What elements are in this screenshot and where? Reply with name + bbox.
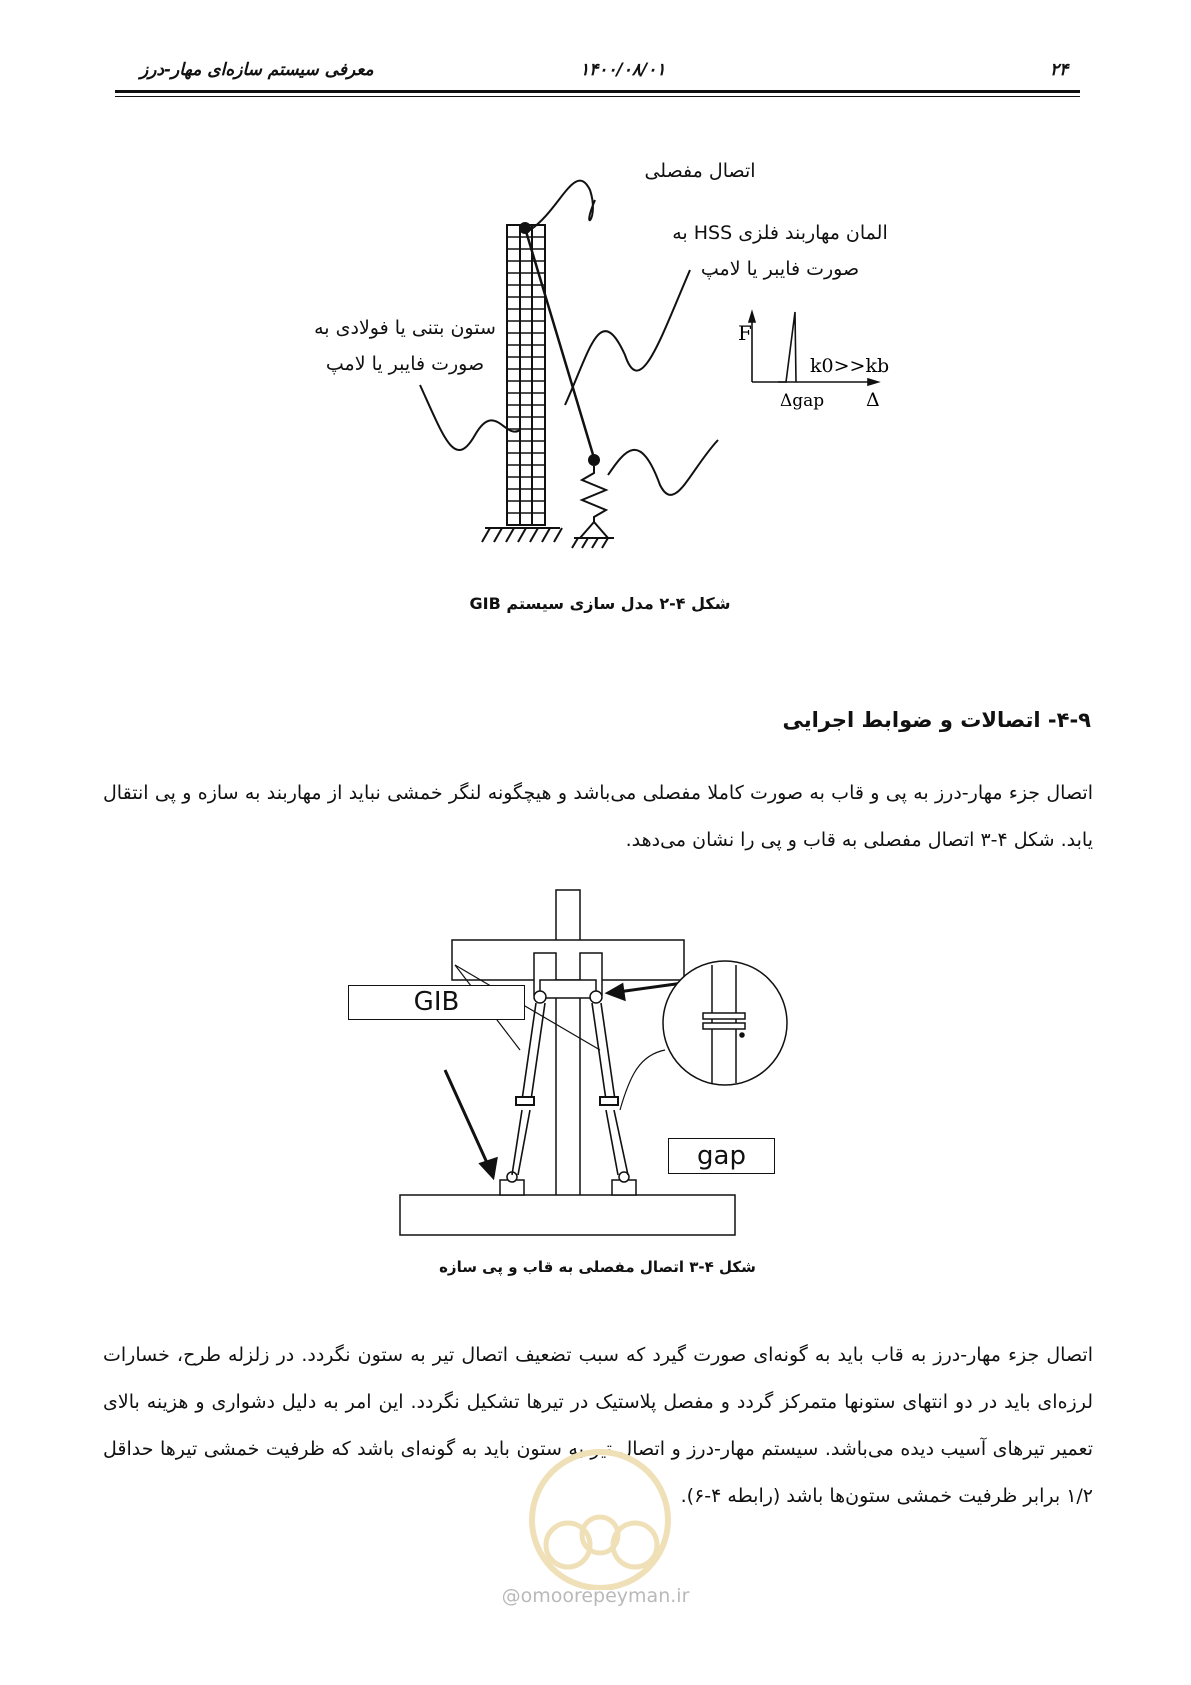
- label-gap-box: gap: [668, 1138, 775, 1174]
- section-heading: ۴-۹- اتصالات و ضوابط اجرایی: [782, 708, 1091, 732]
- figure-gib-model: [0, 140, 1191, 580]
- graph-delta-label: Δ: [866, 389, 880, 411]
- figure1-caption: شکل ۴-۲ مدل سازی سیستم GIB: [469, 594, 731, 613]
- graph-gap-label: Δgap: [780, 391, 825, 411]
- graph-k-label: k0>>kb: [810, 355, 890, 377]
- label-column: [300, 310, 510, 382]
- label-brace-line2: صورت فایبر یا لامپ: [700, 258, 860, 280]
- paragraph-2: اتصال جزء مهار-درز به قاب باید به گونه‌ای صورت گیرد که سبب تضعیف اتصال تیر به ستون نگردد. در زلزله طرح، خسارات لرزه‌ای باید در دو انتهای ستونها متمرکز گردد و مفصل پلاستیک در تیرها تشکیل نگردد. این امر به دلیل دشواری و هزینه بالای تعمیر تیرهای آسیب دیده می‌باشد. سیستم مهار-درز و اتصال تیر به ستون باید به گونه‌ای باشد که ظرفیت خمشی تیرها حداقل ۱/۲ برابر ظرفیت خمشی ستون‌ها باشد (رابطه ۴-۶).: [103, 1344, 1093, 1507]
- gap-clamps: [516, 1097, 618, 1105]
- header-page-number: ۲۴: [1050, 60, 1069, 80]
- section-paragraph: اتصال جزء مهار-درز به پی و قاب به صورت کاملا مفصلی می‌باشد و هیچگونه لنگر خمشی نباید از مهاربند به سازه و پی انتقال یابد. شکل ۴-۳ اتصال مفصلی به قاب و پی را نشان می‌دهد.: [103, 782, 1093, 851]
- label-column-line1: ستون بتنی یا فولادی به: [314, 317, 496, 339]
- beam: [452, 940, 684, 980]
- fixed-support: [482, 528, 562, 542]
- header-rule-thick: [115, 90, 1080, 93]
- figure-pin-connection: [0, 885, 1191, 1245]
- foundation: [400, 1195, 735, 1235]
- label-brace: [660, 215, 900, 287]
- spring: [582, 466, 606, 522]
- figure2-caption: شکل ۴-۳ اتصال مفصلی به قاب و پی سازه: [439, 1258, 756, 1276]
- hinge-bottom: [588, 454, 600, 466]
- watermark-logo: [500, 1440, 700, 1590]
- gap-detail: [663, 961, 787, 1085]
- brace-element: [525, 228, 594, 458]
- header-rule-thin: [115, 96, 1080, 97]
- header-date: ۱۴۰۰/۰۸/۰۱: [580, 60, 666, 80]
- column-top: [556, 890, 580, 945]
- header-title: معرفی سیستم سازه‌ای مهار-درز: [140, 60, 374, 80]
- hinge-top: [519, 222, 531, 234]
- label-brace-line1: المان مهاربند فلزی HSS به: [672, 222, 888, 244]
- label-column-line2: صورت فایبر یا لامپ: [325, 353, 485, 375]
- column-grid: [507, 225, 545, 525]
- pin-support: [572, 522, 614, 548]
- gib-braces: [512, 1003, 628, 1175]
- label-hinge: اتصال مفصلی: [644, 160, 756, 182]
- label-gib-box: GIB: [348, 985, 525, 1020]
- graph-F-label: F: [738, 321, 752, 345]
- watermark-text: @omoorepeyman.ir: [501, 1585, 690, 1607]
